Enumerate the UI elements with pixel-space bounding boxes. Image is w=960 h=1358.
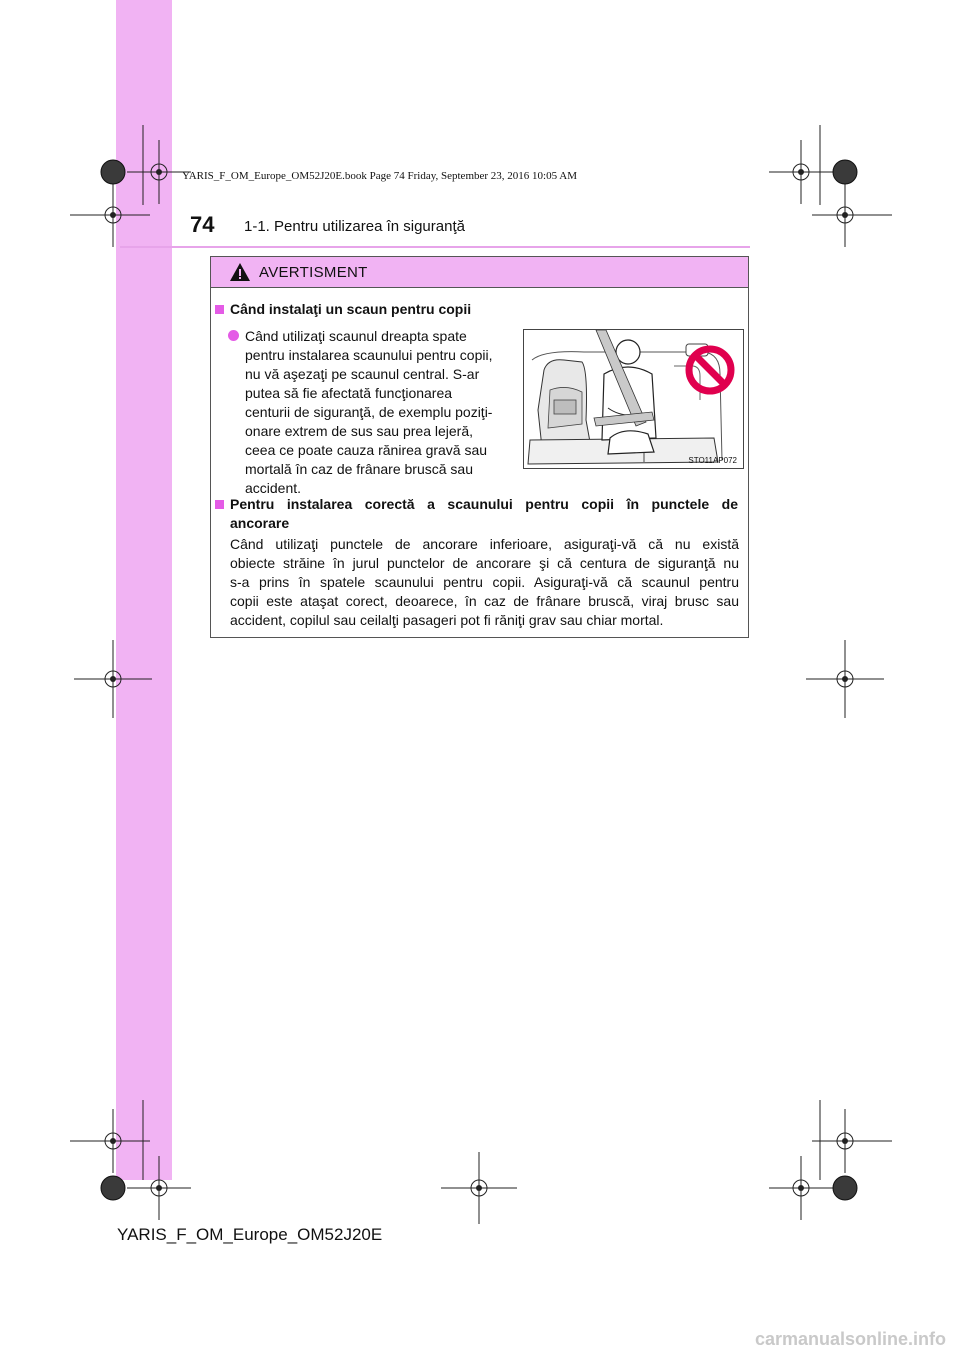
anchorage-body-text: Când utilizaţi punctele de ancorare inferioare, asiguraţi-vă că nu există obiecte străine în jurul punctelor de ancorare şi că centura de siguranţă nu s-a prins în spatele scaunului pentru copii. Asiguraţi-vă că scaunul pentru copii este ataşat corect, deoarece, în caz de frânare bruscă, viraj brusc sau accident, copilul sau ceilalţi pasageri pot fi răniţi grav sau chiar mortal.	[230, 536, 739, 628]
warning-heading-1: Când instalaţi un scaun pentru copii	[215, 300, 471, 319]
warning-title: AVERTISMENT	[259, 263, 368, 281]
watermark: carmanualsonline.info	[754, 1329, 946, 1349]
footer-book-code: YARIS_F_OM_Europe_OM52J20E	[117, 1225, 383, 1244]
book-info-line: YARIS_F_OM_Europe_OM52J20E.book Page 74 Friday, September 23, 2016 10:05 AM	[182, 170, 577, 182]
figure-code: STO11AP072	[688, 456, 737, 465]
page-number: 74	[190, 212, 215, 237]
warning-heading-2: Pentru instalarea corectă a scaunului pentru copii în punctele de ancorare	[215, 495, 743, 533]
section-title: 1-1. Pentru utilizarea în siguranţă	[244, 218, 465, 235]
child-seat-bullet-text: Când utilizaţi scaunul dreapta spate pentru instalarea scaunului pentru copii, nu vă aşezaţi pe scaunul central. S-ar putea să fie afectată funcţionarea centurii de siguranţă, de exemplu poziţi- onare extrem de sus sau prea lejeră, ceea ce poate cauza rănirea gravă sau mortală în caz de frânare bruscă sau accident.	[245, 328, 493, 496]
